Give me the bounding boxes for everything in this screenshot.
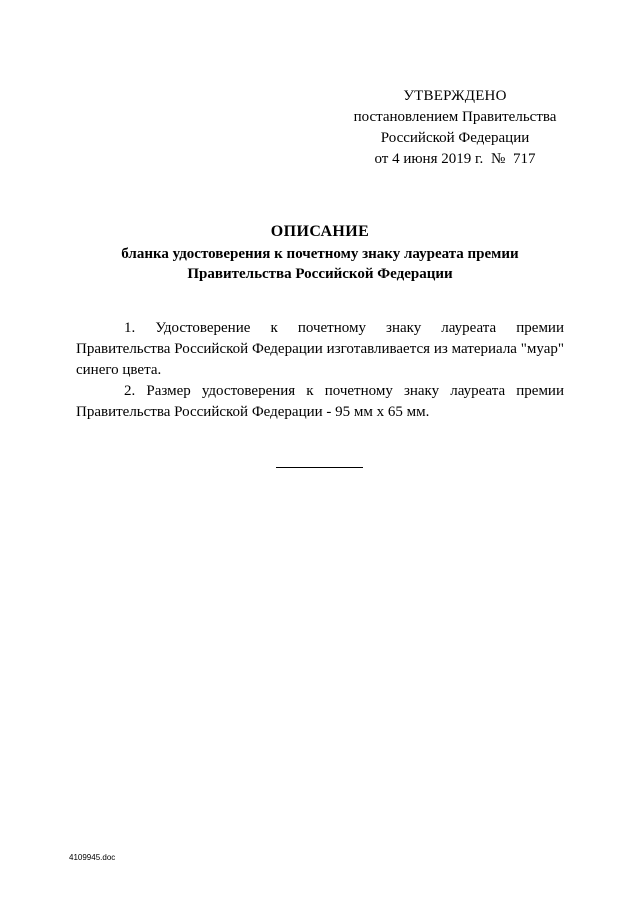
- footer-document-code: 4109945.doc: [69, 853, 116, 862]
- approval-stamp-title: УТВЕРЖДЕНО: [403, 88, 507, 104]
- document-subtitle-line-2: Правительства Российской Федерации: [187, 266, 453, 282]
- approval-number-sign: №: [490, 151, 506, 167]
- end-divider-line: [276, 467, 363, 468]
- approval-number: 717: [513, 151, 536, 167]
- approval-authority-line: Российской Федерации: [380, 130, 530, 146]
- document-heading: [76, 222, 564, 284]
- paragraph-2: 2. Размер удостоверения к почетному знаку лауреата премии Правительства Российской Федерации - 95 мм х 65 мм.: [76, 383, 564, 420]
- approval-decree-line: постановлением Правительства: [353, 109, 557, 125]
- approval-date: от 4 июня 2019 г.: [374, 151, 484, 167]
- document-body: [76, 318, 564, 423]
- paragraph-1: 1. Удостоверение к почетному знаку лауреата премии Правительства Российской Федерации изготавливается из материала "муар" синего цвета.: [76, 320, 564, 378]
- approval-block: [340, 86, 570, 170]
- document-subtitle-line-1: бланка удостоверения к почетному знаку лауреата премии: [121, 246, 519, 262]
- approval-date-number-line: [340, 149, 570, 170]
- document-title: ОПИСАНИЕ: [270, 223, 370, 240]
